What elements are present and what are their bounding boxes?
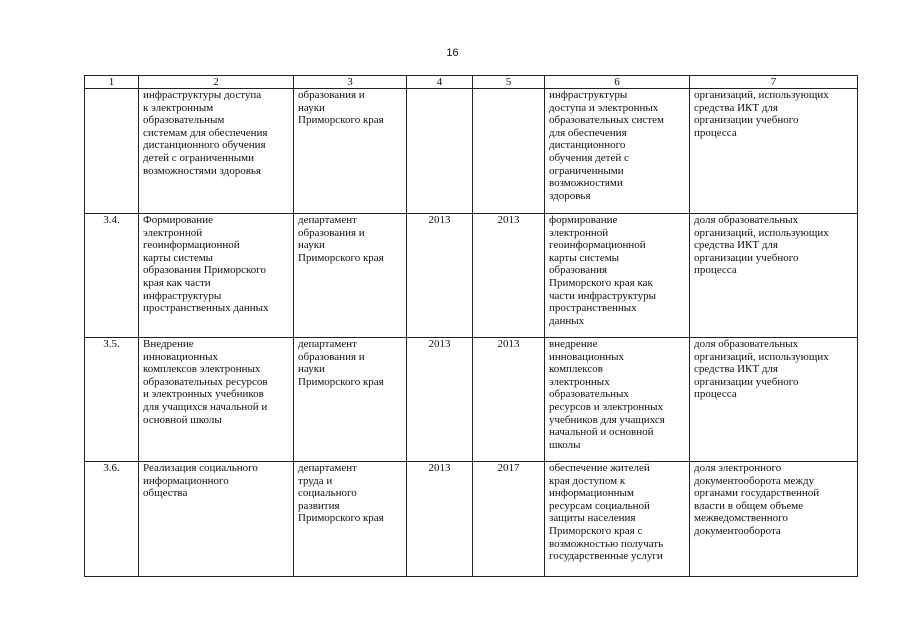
end-year xyxy=(473,89,545,214)
indicator: доля электронного документооборота между органами государственной власти в общем объеме межведомственного документооборота xyxy=(690,462,858,577)
activity-name: инфраструктуры доступа к электронным образовательным системам для обеспечения дистанционного обучения детей с ограниченными возможностями здоровья xyxy=(139,89,294,214)
indicator: доля образовательных организаций, использующих средства ИКТ для организации учебного процесса xyxy=(690,338,858,462)
column-header: 1 xyxy=(85,76,139,89)
executor: образования и науки Приморского края xyxy=(294,89,407,214)
program-table xyxy=(84,75,858,577)
column-header: 5 xyxy=(473,76,545,89)
executor: департамент труда и социального развития Приморского края xyxy=(294,462,407,577)
row-number: 3.5. xyxy=(85,338,139,462)
column-header: 4 xyxy=(407,76,473,89)
expected-result: формирование электронной геоинформационной карты системы образования Приморского края как части инфраструктуры пространственных данных xyxy=(545,214,690,338)
end-year: 2013 xyxy=(473,338,545,462)
row-number xyxy=(85,89,139,214)
expected-result: внедрение инновационных комплексов электронных образовательных ресурсов и электронных учебников для учащихся начальной и основной школы xyxy=(545,338,690,462)
table-row xyxy=(85,214,858,338)
indicator: доля образовательных организаций, использующих средства ИКТ для организации учебного процесса xyxy=(690,214,858,338)
table-row xyxy=(85,89,858,214)
header-row xyxy=(85,76,858,89)
executor: департамент образования и науки Приморского края xyxy=(294,214,407,338)
row-number: 3.6. xyxy=(85,462,139,577)
column-header: 7 xyxy=(690,76,858,89)
column-header: 6 xyxy=(545,76,690,89)
end-year: 2013 xyxy=(473,214,545,338)
table-row xyxy=(85,462,858,577)
table-row xyxy=(85,338,858,462)
indicator: организаций, использующих средства ИКТ для организации учебного процесса xyxy=(690,89,858,214)
column-header: 2 xyxy=(139,76,294,89)
expected-result: обеспечение жителей края доступом к информационным ресурсам социальной защиты населения Приморского края с возможностью получать государственные услуги xyxy=(545,462,690,577)
page-number: 16 xyxy=(446,47,459,59)
activity-name: Формирование электронной геоинформационной карты системы образования Приморского края как части инфраструктуры пространственных данных xyxy=(139,214,294,338)
start-year: 2013 xyxy=(407,462,473,577)
row-number: 3.4. xyxy=(85,214,139,338)
start-year: 2013 xyxy=(407,338,473,462)
end-year: 2017 xyxy=(473,462,545,577)
activity-name: Реализация социального информационного общества xyxy=(139,462,294,577)
start-year: 2013 xyxy=(407,214,473,338)
activity-name: Внедрение инновационных комплексов электронных образовательных ресурсов и электронных учебников для учащихся начальной и основной школы xyxy=(139,338,294,462)
column-header: 3 xyxy=(294,76,407,89)
executor: департамент образования и науки Приморского края xyxy=(294,338,407,462)
start-year xyxy=(407,89,473,214)
expected-result: инфраструктуры доступа и электронных образовательных систем для обеспечения дистанционного обучения детей с ограниченными возможностями здоровья xyxy=(545,89,690,214)
